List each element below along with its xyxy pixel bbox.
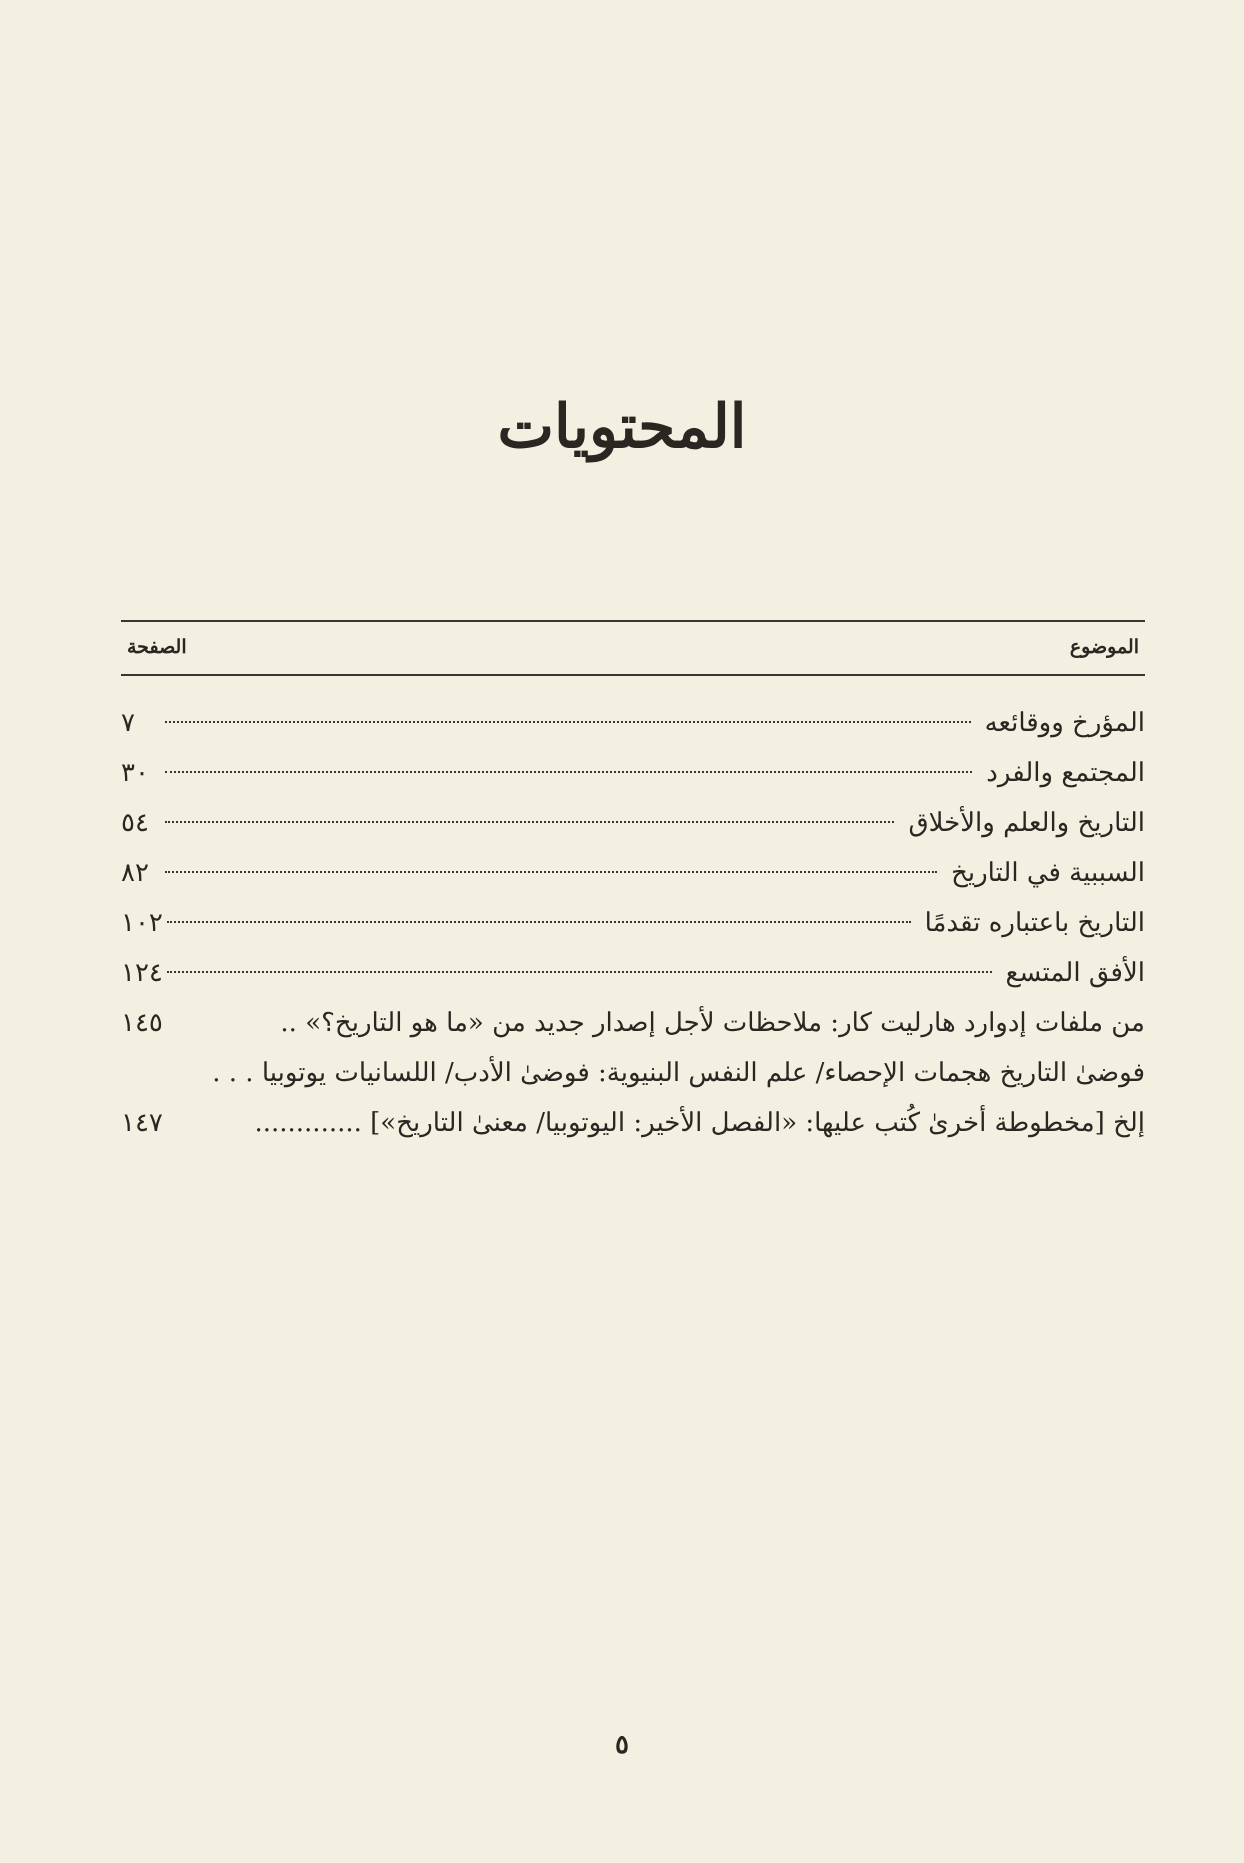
- entry-page: ١٤٧: [121, 1108, 163, 1138]
- dot-leader: [165, 771, 972, 773]
- toc-entry[interactable]: [121, 798, 1145, 848]
- entry-page: ٧: [121, 708, 135, 738]
- toc-entry[interactable]: [121, 948, 1145, 998]
- page-number: ٥: [615, 1730, 629, 1760]
- table-of-contents: [121, 620, 1145, 1148]
- entry-title: إلخ [مخطوطة أخرىٰ كُتب عليها: «الفصل الأخير: اليوتوبيا/ معنىٰ التاريخ»] .............: [254, 1108, 1145, 1138]
- entry-title: المجتمع والفرد: [986, 758, 1145, 788]
- toc-entry[interactable]: [121, 748, 1145, 798]
- entry-title: فوضىٰ التاريخ هجمات الإحصاء/ علم النفس البنيوية: فوضىٰ الأدب/ اللسانيات يوتوبيا . . .: [212, 1058, 1145, 1088]
- entry-page: ٣٠: [121, 758, 149, 788]
- toc-entry[interactable]: [121, 848, 1145, 898]
- toc-entry[interactable]: [121, 1048, 1145, 1098]
- page-title: المحتويات: [497, 392, 747, 462]
- entry-page: ١٤٥: [121, 1008, 163, 1038]
- entry-title: التاريخ باعتباره تقدمًا: [924, 908, 1145, 938]
- entry-title: الأفق المتسع: [1005, 958, 1145, 988]
- entry-page: ١٢٤: [121, 958, 163, 988]
- entry-page: ٥٤: [121, 808, 149, 838]
- entry-title: التاريخ والعلم والأخلاق: [908, 808, 1145, 838]
- entry-page: ١٠٢: [121, 908, 163, 938]
- dot-leader: [167, 921, 911, 923]
- header-subject: الموضوع: [1069, 636, 1139, 658]
- dot-leader: [167, 971, 992, 973]
- toc-entry[interactable]: [121, 698, 1145, 748]
- entry-title: من ملفات إدوارد هارليت كار: ملاحظات لأجل إصدار جديد من «ما هو التاريخ؟» ..: [280, 1008, 1145, 1038]
- dot-leader: [165, 721, 971, 723]
- toc-entry[interactable]: [121, 898, 1145, 948]
- entry-title: المؤرخ ووقائعه: [984, 708, 1145, 738]
- dot-leader: [165, 871, 937, 873]
- toc-entry[interactable]: [121, 1098, 1145, 1148]
- dot-leader: [165, 821, 894, 823]
- toc-header: [121, 636, 1145, 666]
- entry-page: ٨٢: [121, 858, 149, 888]
- header-top-rule: [121, 620, 1145, 622]
- entry-title: السببية في التاريخ: [951, 858, 1145, 888]
- toc-entry[interactable]: [121, 998, 1145, 1048]
- header-page: الصفحة: [127, 636, 187, 658]
- header-bottom-rule: [121, 674, 1145, 676]
